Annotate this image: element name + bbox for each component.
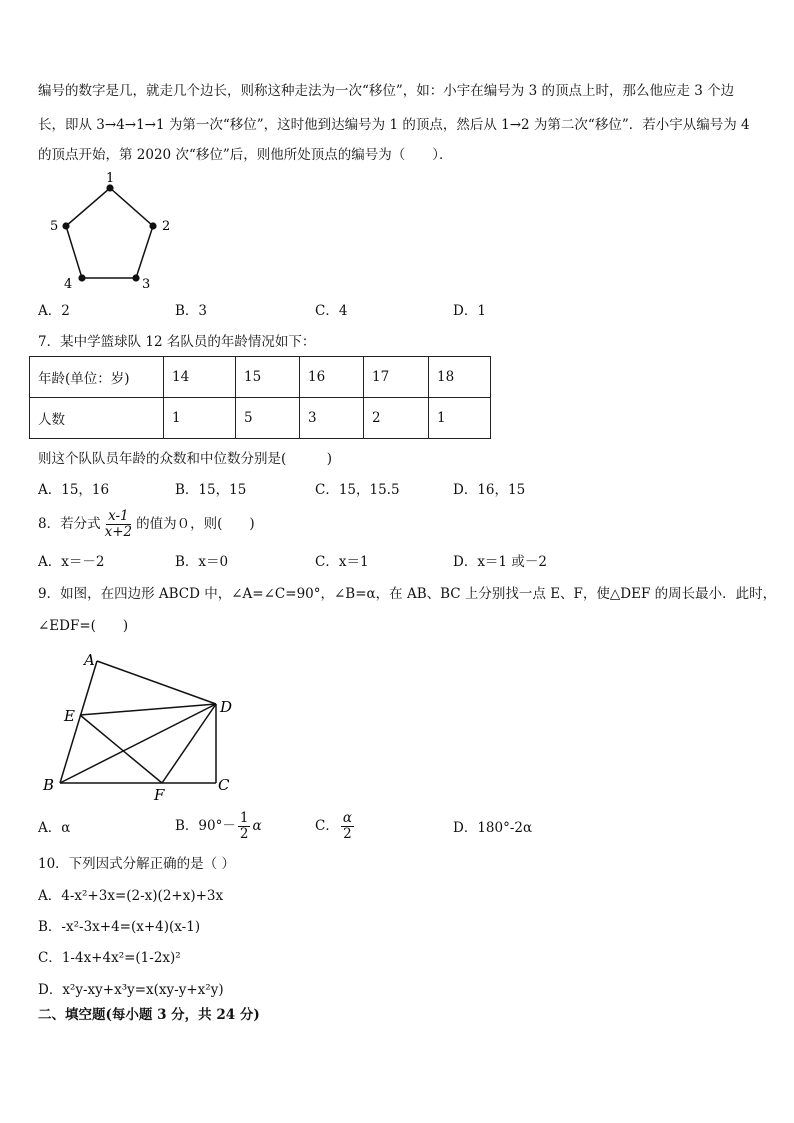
- q8-option-a[interactable]: A．x＝－2: [38, 554, 105, 570]
- age-table: [29, 356, 491, 439]
- table-cell: 1: [429, 398, 491, 439]
- q6-line-2: 长，即从 3→4→1→1 为第一次“移位”，这时他到达编号为 1 的顶点，然后从 1→2 为第二次“移位”．若小宇从编号为 4: [38, 117, 750, 133]
- segment-fd: [162, 704, 216, 783]
- table-header-age: 年龄(单位：岁): [30, 357, 164, 398]
- table-header-count: 人数: [30, 398, 164, 439]
- q9-option-b-suffix: α: [252, 818, 262, 834]
- edge-da: [97, 661, 216, 704]
- point-label-c: C: [218, 776, 230, 794]
- q9-line-1: 9．如图，在四边形 ABCD 中，∠A=∠C=90°，∠B=α，在 AB、BC 上分别找一点 E、F，使△DEF 的周长最小．此时，: [38, 586, 777, 602]
- q6-line-3: 的顶点开始，第 2020 次“移位”后，则他所处顶点的编号为（ ）．: [38, 147, 453, 163]
- q7-option-a[interactable]: A．15，16: [38, 482, 110, 498]
- fraction: [341, 811, 354, 842]
- point-label-e: E: [64, 707, 75, 725]
- table-row: [30, 398, 491, 439]
- vertex-5: [62, 222, 69, 229]
- fraction-denominator: 2: [239, 826, 249, 842]
- q8-stem: [38, 508, 255, 542]
- q10-option-b[interactable]: B．-x²-3x+4=(x+4)(x-1): [38, 919, 201, 935]
- q8-option-d[interactable]: D．x＝1 或－2: [453, 554, 547, 570]
- q7-stem: 7．某中学篮球队 12 名队员的年龄情况如下：: [38, 334, 316, 350]
- q9-option-b[interactable]: [175, 810, 262, 842]
- q9-option-b-prefix: B．90°－: [175, 818, 236, 834]
- table-cell: 5: [236, 398, 300, 439]
- table-cell: 16: [300, 357, 364, 398]
- fraction-numerator: x-1: [108, 508, 129, 524]
- vertex-4: [78, 274, 85, 281]
- q8-suffix: 的值为０，则( ): [136, 516, 255, 532]
- q10-stem: 10．下列因式分解正确的是（ ）: [38, 856, 235, 872]
- point-label-f: F: [154, 786, 165, 804]
- q10-option-c[interactable]: C．1-4x+4x²=(1-2x)²: [38, 950, 181, 966]
- quadrilateral-figure: [40, 645, 240, 805]
- pentagon-figure: [40, 170, 190, 295]
- vertex-label-5: 5: [50, 219, 59, 234]
- fraction-denominator: x+2: [104, 524, 133, 540]
- q8-option-c[interactable]: C．x＝1: [315, 554, 369, 570]
- section-heading: 二、填空题(每小题 3 分，共 24 分): [38, 1007, 260, 1023]
- segment-bd: [60, 704, 216, 783]
- q6-line-1: 编号的数字是几，就走几个边长，则称这种走法为一次“移位”，如：小宇在编号为 3 的顶点上时，那么他应走 3 个边: [38, 83, 735, 99]
- table-cell: 3: [300, 398, 364, 439]
- q7-question: 则这个队队员年龄的众数和中位数分别是( ): [38, 451, 333, 467]
- q9-option-d[interactable]: D．180°-2α: [453, 820, 533, 836]
- fraction: [238, 811, 251, 842]
- point-label-a: A: [84, 651, 95, 669]
- vertex-label-2: 2: [162, 219, 171, 234]
- fraction-denominator: 2: [343, 826, 352, 842]
- table-cell: 17: [364, 357, 429, 398]
- vertex-3: [132, 274, 139, 281]
- segment-ed: [80, 704, 216, 715]
- q6-option-c[interactable]: C．4: [315, 303, 348, 319]
- table-cell: 14: [164, 357, 236, 398]
- q7-option-b[interactable]: B．15，15: [175, 482, 247, 498]
- vertex-2: [149, 222, 156, 229]
- vertex-label-4: 4: [64, 277, 73, 292]
- q9-option-c-prefix: C．: [315, 818, 339, 834]
- q7-option-c[interactable]: C．15，15.5: [315, 482, 400, 498]
- table-row: [30, 357, 491, 398]
- q7-option-d[interactable]: D．16，15: [453, 482, 526, 498]
- point-label-d: D: [220, 698, 233, 716]
- table-cell: 15: [236, 357, 300, 398]
- q9-option-a[interactable]: A．α: [38, 820, 71, 836]
- fraction: [103, 509, 135, 540]
- fraction-numerator: 1: [239, 810, 249, 826]
- q6-option-d[interactable]: D．1: [453, 303, 486, 319]
- point-label-b: B: [43, 776, 55, 794]
- table-cell: 18: [429, 357, 491, 398]
- q10-option-a[interactable]: A．4-x²+3x=(2-x)(2+x)+3x: [38, 888, 224, 904]
- table-cell: 1: [164, 398, 236, 439]
- q8-option-b[interactable]: B．x＝0: [175, 554, 229, 570]
- q6-option-b[interactable]: B．3: [175, 303, 208, 319]
- vertex-label-1: 1: [106, 171, 115, 186]
- q6-option-a[interactable]: A．2: [38, 303, 70, 319]
- table-cell: 2: [364, 398, 429, 439]
- q8-prefix: 8．若分式: [38, 516, 101, 532]
- segment-ef: [80, 715, 162, 783]
- q10-option-d[interactable]: D．x²y-xy+x³y=x(xy-y+x²y): [38, 982, 224, 998]
- vertex-label-3: 3: [142, 277, 151, 292]
- fraction-numerator: α: [342, 810, 352, 826]
- q9-line-2: ∠EDF=( ): [38, 618, 129, 634]
- q9-option-c[interactable]: [315, 810, 356, 842]
